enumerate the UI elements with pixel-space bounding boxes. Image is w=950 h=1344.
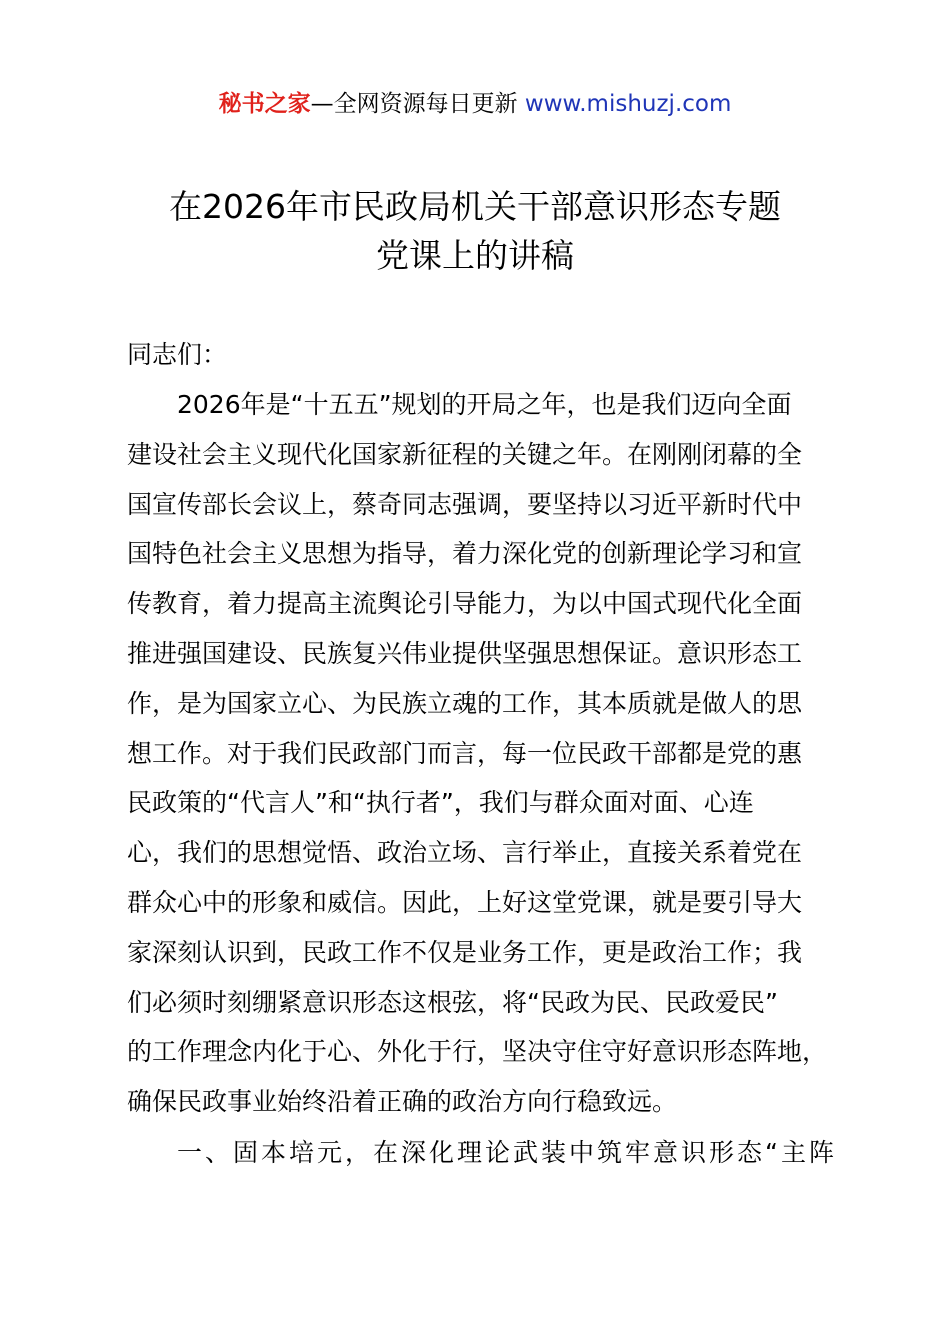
brand-name: 秘书之家 <box>218 91 311 117</box>
paragraph-line: 推进强国建设、民族复兴伟业提供坚强思想保证。意识形态工 <box>127 638 803 668</box>
paragraph-line: 群众心中的形象和威信。因此，上好这堂党课，就是要引导大 <box>127 887 803 917</box>
paragraph-line: 确保民政事业始终沿着正确的政治方向行稳致远。 <box>127 1087 678 1117</box>
paragraph-line: 家深刻认识到，民政工作不仅是业务工作，更是政治工作；我 <box>127 937 803 967</box>
site-header <box>0 86 950 122</box>
paragraph-line: 的工作理念内化于心、外化于行，坚决守住守好意识形态阵地， <box>127 1037 828 1067</box>
paragraph-line: 传教育，着力提高主流舆论引导能力，为以中国式现代化全面 <box>127 589 803 619</box>
paragraph-line: 2026年是“十五五”规划的开局之年，也是我们迈向全面 <box>177 390 792 419</box>
document-title <box>60 182 890 280</box>
greeting: 同志们： <box>127 340 228 369</box>
intro-paragraph <box>127 380 837 1127</box>
paragraph-line: 们必须时刻绷紧意识形态这根弦，将“民政为民、民政爱民” <box>127 987 778 1017</box>
paragraph-line: 心，我们的思想觉悟、政治立场、言行举止，直接关系着党在 <box>127 838 803 868</box>
paragraph-line: 国宣传部长会议上，蔡奇同志强调，要坚持以习近平新时代中 <box>127 489 803 519</box>
paragraph-line: 国特色社会主义思想为指导，着力深化党的创新理论学习和宣 <box>127 539 803 569</box>
paragraph-line: 作，是为国家立心、为民族立魂的工作，其本质就是做人的思 <box>127 688 803 718</box>
section-heading-1: 一、固本培元，在深化理论武装中筑牢意识形态“主阵 <box>177 1138 837 1167</box>
title-line-1: 在2026年市民政局机关干部意识形态专题 <box>169 187 781 226</box>
title-line-2: 党课上的讲稿 <box>376 236 574 275</box>
paragraph-line: 民政策的“代言人”和“执行者”，我们与群众面对面、心连 <box>127 788 754 818</box>
paragraph-line: 建设社会主义现代化国家新征程的关键之年。在刚刚闭幕的全 <box>127 439 803 469</box>
paragraph-line: 想工作。对于我们民政部门而言，每一位民政干部都是党的惠 <box>127 738 803 768</box>
header-tagline: —全网资源每日更新 <box>310 91 518 117</box>
site-url-link[interactable]: www.mishuzj.com <box>524 91 732 117</box>
